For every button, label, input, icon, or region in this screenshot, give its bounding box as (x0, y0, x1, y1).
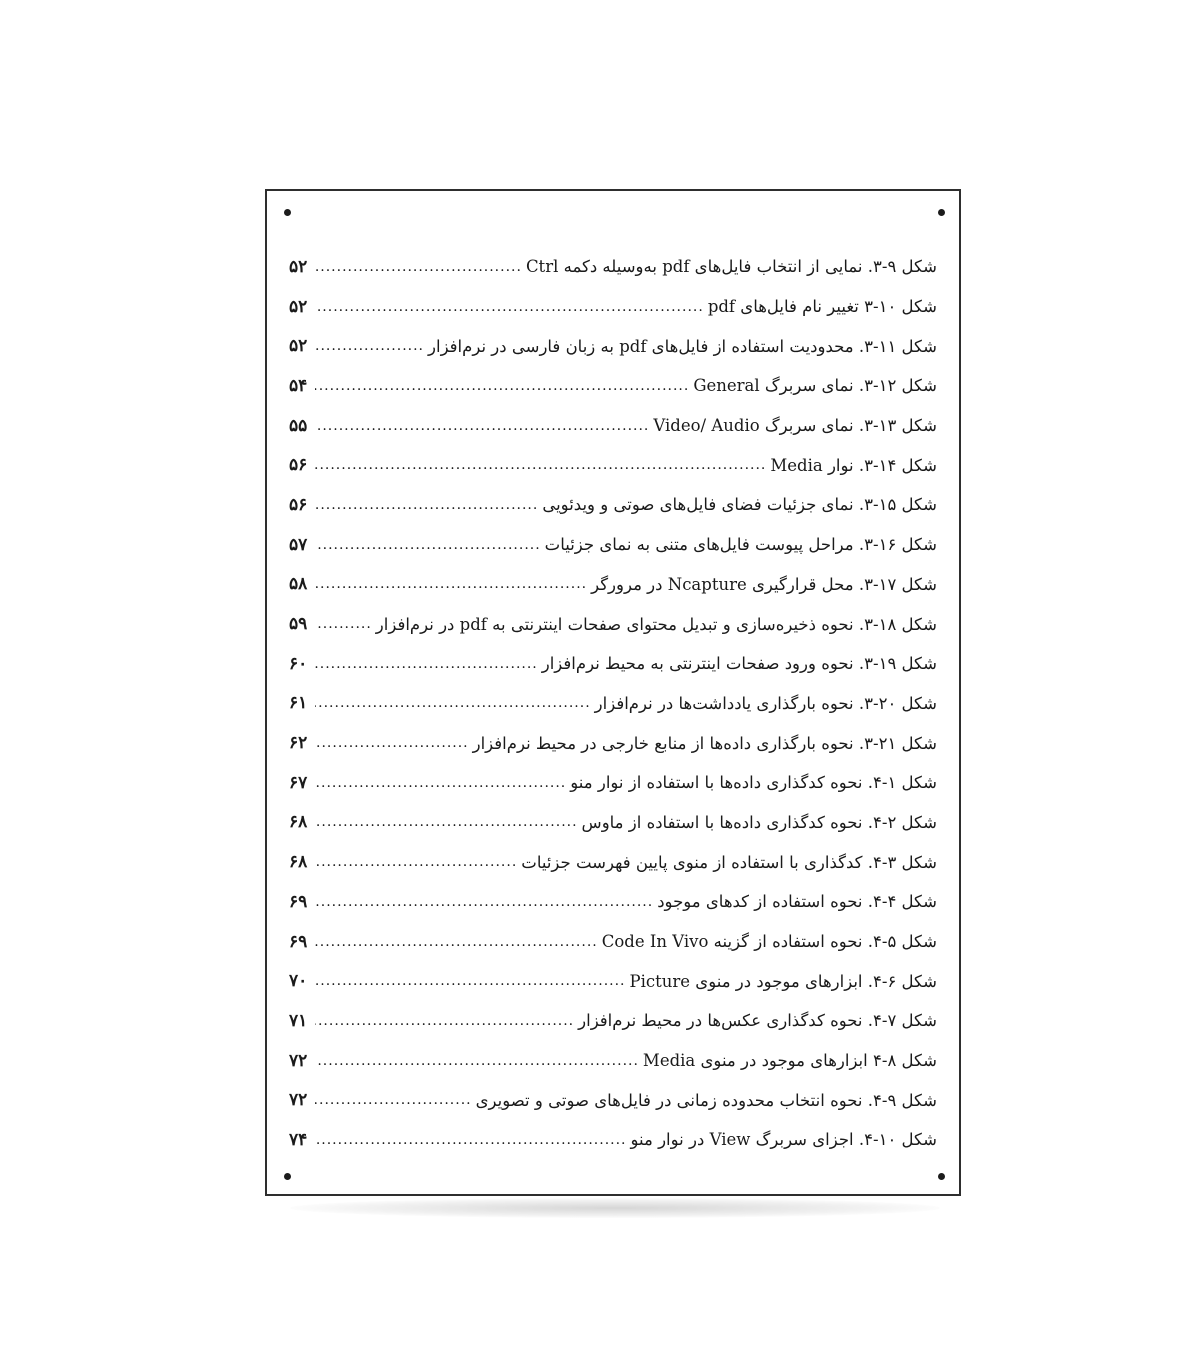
dot-leader (315, 260, 524, 274)
toc-entry-page-number: ۶۰ (289, 653, 308, 674)
toc-entry-title: شکل ۱۰-۳ تغییر نام فایل‌های pdf (707, 297, 937, 317)
toc-entry-page-number: ۷۴ (289, 1129, 308, 1150)
toc-entry-title: شکل ۱۱-۳. محدودیت استفاده از فایل‌های pdf به زبان فارسی در نرم‌افزار (428, 336, 937, 356)
toc-entry-page-number: ۷۰ (289, 971, 308, 992)
toc-entry-page-number: ۶۸ (289, 852, 308, 873)
toc-entry (289, 247, 937, 287)
toc-entry-title: شکل ۱۵-۳. نمای جزئیات فضای فایل‌های صوتی و ویدئویی (542, 495, 937, 515)
toc-entry-page-number: ۵۶ (289, 494, 308, 515)
toc-entry-title: شکل ۱۹-۳. نحوه ورود صفحات اینترنتی به محیط نرم‌افزار (541, 654, 937, 674)
document-page-frame (265, 189, 961, 1196)
corner-dot-top-right (938, 209, 945, 216)
dot-leader (315, 1014, 576, 1028)
toc-entry-page-number: ۵۹ (289, 614, 308, 635)
toc-entry (289, 723, 937, 763)
corner-dot-bottom-left (284, 1173, 291, 1180)
toc-entry-page-number: ۷۲ (289, 1050, 308, 1071)
toc-entry-page-number: ۶۹ (289, 891, 308, 912)
toc-entry-page-number: ۵۲ (289, 296, 308, 317)
toc-entry (289, 803, 937, 843)
toc-entry-page-number: ۵۲ (289, 336, 308, 357)
toc-entry-title: شکل ۱۲-۳. نمای سربرگ General (693, 376, 937, 396)
dot-leader (315, 577, 589, 591)
dot-leader (315, 776, 568, 790)
toc-entry-title: شکل ۲۱-۳. نحوه بارگذاری داده‌ها از منابع خارجی در محیط نرم‌افزار (472, 733, 937, 753)
dot-leader (315, 974, 628, 988)
toc-entry-title: شکل ۵-۴. نحوه استفاده از گزینه Code In Vivo (601, 932, 937, 952)
dot-leader (315, 379, 691, 393)
toc-entry-page-number: ۶۹ (289, 931, 308, 952)
toc-entry (289, 842, 937, 882)
dot-leader (315, 696, 593, 710)
toc-entry (289, 1041, 937, 1081)
toc-entry-title: شکل ۲۰-۳. نحوه بارگذاری یادداشت‌ها در نرم‌افزار (594, 693, 937, 713)
toc-entry (289, 684, 937, 724)
dot-leader (315, 935, 600, 949)
toc-entry (289, 445, 937, 485)
toc-entry (289, 1120, 937, 1160)
dot-leader (315, 1093, 474, 1107)
toc-entry-page-number: ۵۶ (289, 455, 308, 476)
toc-entry-page-number: ۵۴ (289, 375, 308, 396)
toc-entry-title: شکل ۱۰-۴. اجزای سربرگ View در نوار منو (630, 1130, 937, 1150)
toc-entry (289, 644, 937, 684)
toc-entry-page-number: ۵۵ (289, 415, 308, 436)
toc-entry-page-number: ۵۸ (289, 574, 308, 595)
toc-entry-page-number: ۷۲ (289, 1090, 308, 1111)
dot-leader (315, 498, 540, 512)
toc-entry (289, 565, 937, 605)
dot-leader (315, 1133, 629, 1147)
toc-entry-title: شکل ۱۸-۳. نحوه ذخیره‌سازی و تبدیل محتوای صفحات اینترنتی به pdf در نرم‌افزار (375, 614, 937, 634)
toc-entry-title: شکل ۹-۴. نحوه انتخاب محدوده زمانی در فایل‌های صوتی و تصویری (475, 1090, 937, 1110)
toc-entry-title: شکل ۱-۴. نحوه کدگذاری داده‌ها با استفاده از نوار منو (570, 773, 937, 793)
corner-dot-bottom-right (938, 1173, 945, 1180)
dot-leader (315, 855, 519, 869)
toc-entry-page-number: ۵۷ (289, 534, 308, 555)
toc-entry-page-number: ۶۲ (289, 733, 308, 754)
dot-leader (315, 736, 471, 750)
toc-entry-page-number: ۶۷ (289, 772, 308, 793)
page-shadow (290, 1198, 940, 1218)
toc-entry-title: شکل ۳-۴. کدگذاری با استفاده از منوی پایین فهرست جزئیات (521, 852, 937, 872)
toc-entry (289, 485, 937, 525)
corner-dot-top-left (284, 209, 291, 216)
toc-entry-title: شکل ۸-۴ ابزارهای موجود در منوی Media (642, 1051, 937, 1071)
toc-entry-title: شکل ۲-۴. نحوه کدگذاری داده‌ها با استفاده از ماوس (581, 812, 937, 832)
toc-entry-title: شکل ۴-۴. نحوه استفاده از کدهای موجود (657, 892, 937, 912)
toc-entry-title: شکل ۱۴-۳. نوار Media (770, 455, 937, 475)
toc-entry-title: شکل ۶-۴. ابزارهای موجود در منوی Picture (629, 971, 937, 991)
dot-leader (315, 815, 580, 829)
toc-entry-title: شکل ۱۳-۳. نمای سربرگ Video/ Audio (653, 416, 937, 436)
dot-leader (315, 1054, 641, 1068)
table-of-figures (289, 247, 937, 1160)
toc-entry-page-number: ۵۲ (289, 256, 308, 277)
dot-leader (315, 895, 655, 909)
dot-leader (315, 419, 651, 433)
toc-entry (289, 1001, 937, 1041)
toc-entry-page-number: ۷۱ (289, 1010, 308, 1031)
toc-entry (289, 525, 937, 565)
toc-entry-title: شکل ۷-۴. نحوه کدگذاری عکس‌ها در محیط نرم‌افزار (578, 1011, 937, 1031)
toc-entry-title: شکل ۱۶-۳. مراحل پیوست فایل‌های متنی به نمای جزئیات (544, 535, 937, 555)
dot-leader (315, 617, 374, 631)
toc-entry-page-number: ۶۱ (289, 693, 308, 714)
dot-leader (315, 339, 426, 353)
dot-leader (315, 657, 540, 671)
toc-entry (289, 1080, 937, 1120)
toc-entry (289, 763, 937, 803)
toc-entry (289, 604, 937, 644)
toc-entry (289, 406, 937, 446)
toc-entry (289, 287, 937, 327)
toc-entry (289, 366, 937, 406)
toc-entry-title: شکل ۹-۳. نمایی از انتخاب فایل‌های pdf به‌وسیله دکمه Ctrl (525, 257, 937, 277)
toc-entry (289, 922, 937, 962)
dot-leader (315, 538, 543, 552)
toc-entry (289, 961, 937, 1001)
toc-entry-page-number: ۶۸ (289, 812, 308, 833)
toc-entry-title: شکل ۱۷-۳. محل قرارگیری Ncapture در مرورگر (591, 574, 937, 594)
dot-leader (315, 458, 768, 472)
dot-leader (315, 300, 706, 314)
toc-entry (289, 882, 937, 922)
toc-entry (289, 326, 937, 366)
